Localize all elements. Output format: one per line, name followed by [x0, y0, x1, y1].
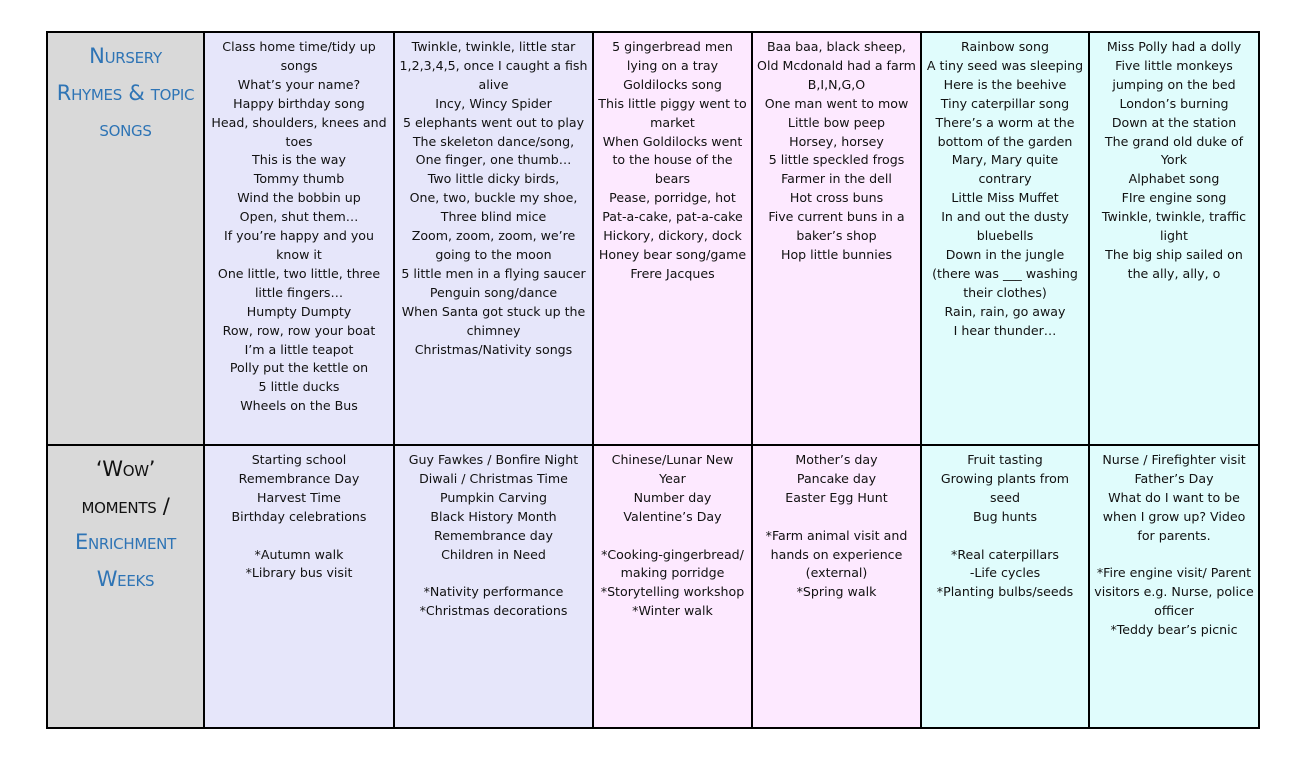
cell-entry: Number day	[633, 489, 712, 505]
cell-entry: *Christmas decorations	[419, 603, 568, 619]
cell-entry: One, two, buckle my shoe,	[409, 190, 578, 206]
cell-entry: Old Mcdonald had a farm	[757, 57, 916, 73]
cell-entry: There’s a worm at the bottom of the garden	[935, 114, 1075, 149]
cell-entry: Row, row, row your boat	[222, 322, 376, 338]
cell-entry: Mary, Mary quite contrary	[951, 152, 1059, 187]
cell-nursery-rhymes-term-2	[394, 32, 593, 445]
cell-entry: Remembrance Day	[238, 470, 360, 486]
cell-entry: *Real caterpillars	[951, 546, 1059, 562]
cell-entry: London’s burning	[1119, 95, 1229, 111]
spacer-line	[398, 564, 589, 583]
cell-wow-moments-term-5	[921, 445, 1089, 728]
cell-entry: Pancake day	[796, 470, 877, 486]
cell-entry: B,I,N,G,O	[807, 76, 866, 92]
cell-entry: Twinkle, twinkle, little star	[411, 39, 576, 54]
cell-entry: Penguin song/dance	[429, 284, 558, 300]
cell-nursery-rhymes-term-1	[204, 32, 394, 445]
spacer-line	[756, 508, 917, 527]
cell-entry: Class home time/tidy up songs	[222, 39, 376, 73]
cell-wow-moments-term-3	[593, 445, 752, 728]
cell-entry: Two little dicky birds,	[427, 171, 560, 187]
cell-entry: FIre engine song	[1121, 190, 1227, 206]
cell-entry: Remembrance day	[434, 527, 553, 543]
cell-nursery-rhymes-term-6	[1089, 32, 1259, 445]
cell-entry: When Santa got stuck up the chimney	[401, 303, 586, 338]
cell-entry: Father’s Day	[1134, 470, 1214, 486]
cell-entry: The big ship sailed on the ally, ally, o	[1105, 246, 1243, 281]
cell-entry: 5 gingerbread men lying on a tray	[612, 39, 733, 73]
cell-entry: Hot cross buns	[789, 190, 884, 206]
cell-entry: Diwali / Christmas Time	[419, 470, 568, 486]
cell-entry: Down in the jungle (there was ___ washing their clothes)	[932, 246, 1078, 300]
cell-entry: Tiny caterpillar song	[940, 95, 1070, 111]
cell-entry: Rain, rain, go away	[944, 303, 1066, 319]
cell-entry: One finger, one thumb…	[415, 152, 572, 168]
cell-entry: *Cooking-gingerbread/ making porridge	[601, 546, 744, 581]
cell-entry: 1,2,3,4,5, once I caught a fish alive	[399, 57, 588, 92]
heading-line: Enrichment	[75, 530, 176, 554]
heading-line: ‘Wow’	[95, 457, 156, 481]
cell-entry: Humpty Dumpty	[246, 303, 352, 319]
spacer-line	[1093, 546, 1255, 565]
cell-entry: One man went to mow	[764, 95, 909, 111]
spacer-line	[208, 527, 390, 546]
cell-entry: Starting school	[251, 452, 347, 467]
cell-entry: Little bow peep	[787, 114, 886, 130]
cell-entry: *Fire engine visit/ Parent visitors e.g. Nurse, police officer	[1094, 565, 1254, 619]
cell-entry: Rainbow song	[961, 39, 1049, 54]
cell-entry: In and out the dusty bluebells	[941, 209, 1069, 244]
cell-entry: *Storytelling workshop	[600, 584, 745, 600]
cell-entry: Growing plants from seed	[940, 470, 1070, 505]
cell-wow-moments-term-1	[204, 445, 394, 728]
cell-entry: Pease, porridge, hot	[609, 190, 736, 206]
cell-nursery-rhymes-term-3	[593, 32, 752, 445]
cell-entry: Little Miss Muffet	[951, 190, 1059, 206]
cell-entry: Fruit tasting	[967, 452, 1043, 467]
cell-entry: This little piggy went to market	[598, 95, 747, 130]
cell-entry: *Spring walk	[796, 584, 877, 600]
cell-entry: Christmas/Nativity songs	[414, 341, 573, 357]
cell-entry: Hickory, dickory, dock	[603, 228, 742, 244]
cell-entry: 5 little men in a flying saucer	[401, 265, 586, 281]
heading-line: Weeks	[96, 566, 155, 591]
cell-entry: 5 elephants went out to play	[402, 114, 585, 130]
cell-entry: Hop little bunnies	[780, 246, 893, 262]
cell-entry: Five current buns in a baker’s shop	[768, 209, 905, 244]
cell-entry: -Life cycles	[969, 565, 1041, 581]
cell-entry: *Library bus visit	[245, 565, 353, 581]
heading-line: Rhymes & topic	[56, 80, 195, 105]
cell-wow-moments-term-2	[394, 445, 593, 728]
cell-entry: Incy, Wincy Spider	[435, 95, 552, 111]
cell-entry: Pumpkin Carving	[439, 489, 547, 505]
cell-nursery-rhymes-term-4	[752, 32, 921, 445]
cell-entry: Honey bear song/game	[598, 246, 747, 262]
cell-entry: Mother’s day	[795, 452, 878, 467]
cell-entry: *Teddy bear’s picnic	[1110, 622, 1238, 638]
cell-entry: What do I want to be when I grow up? Video for parents.	[1102, 489, 1246, 543]
cell-entry: Black History Month	[430, 508, 557, 524]
cell-entry: I hear thunder…	[953, 322, 1057, 338]
heading-line: Nursery	[89, 44, 162, 68]
row-heading-nursery-rhymes	[47, 32, 204, 445]
curriculum-table	[46, 31, 1260, 729]
cell-wow-moments-term-6	[1089, 445, 1259, 728]
cell-entry: Valentine’s Day	[623, 508, 722, 524]
cell-entry: Five little monkeys jumping on the bed	[1112, 57, 1236, 92]
cell-entry: *Winter walk	[632, 603, 713, 619]
cell-entry: Nurse / Firefighter visit	[1102, 452, 1246, 467]
wow-moments-row	[47, 445, 1259, 728]
cell-entry: What’s your name?	[237, 76, 361, 92]
spacer-line	[925, 527, 1085, 546]
cell-entry: Easter Egg Hunt	[785, 489, 888, 505]
cell-entry: Polly put the kettle on	[229, 360, 369, 376]
row-heading-wow-moments	[47, 445, 204, 728]
cell-entry: 5 little speckled frogs	[768, 152, 905, 168]
cell-entry: The grand old duke of York	[1104, 133, 1244, 168]
cell-entry: *Planting bulbs/seeds	[936, 584, 1074, 600]
cell-nursery-rhymes-term-5	[921, 32, 1089, 445]
cell-entry: Birthday celebrations	[231, 508, 367, 524]
cell-entry: Farmer in the dell	[781, 171, 892, 187]
cell-entry: One little, two little, three little fingers…	[217, 265, 381, 300]
cell-entry: Wind the bobbin up	[237, 190, 361, 206]
cell-entry: This is the way	[252, 152, 346, 168]
cell-entry: 5 little ducks	[258, 379, 340, 395]
cell-entry: Frere Jacques	[630, 265, 715, 281]
cell-entry: I’m a little teapot	[244, 341, 354, 357]
cell-entry: Down at the station	[1111, 114, 1237, 130]
spacer-line	[597, 527, 748, 546]
heading-line: moments /	[81, 493, 170, 518]
cell-entry: *Farm animal visit and hands on experience (external)	[765, 527, 908, 581]
cell-entry: Happy birthday song	[233, 95, 365, 111]
cell-entry: Bug hunts	[972, 508, 1038, 524]
cell-entry: Miss Polly had a dolly	[1106, 39, 1242, 54]
cell-entry: Zoom, zoom, zoom, we’re going to the moon	[411, 228, 576, 262]
cell-entry: Wheels on the Bus	[240, 398, 358, 414]
cell-entry: The skeleton dance/song,	[412, 133, 575, 149]
cell-entry: When Goldilocks went to the house of the bears	[602, 133, 743, 187]
cell-entry: Horsey, horsey	[789, 133, 884, 149]
cell-entry: Twinkle, twinkle, traffic light	[1101, 209, 1247, 244]
cell-entry: Open, shut them…	[239, 209, 359, 225]
cell-entry: A tiny seed was sleeping	[926, 57, 1084, 73]
cell-entry: Guy Fawkes / Bonfire Night	[408, 452, 579, 467]
cell-entry: *Nativity performance	[423, 584, 564, 600]
heading-line: songs	[99, 117, 152, 141]
cell-entry: Baa baa, black sheep,	[767, 39, 906, 54]
cell-entry: *Autumn walk	[254, 546, 344, 562]
cell-entry: Harvest Time	[257, 489, 341, 505]
cell-entry: Three blind mice	[440, 209, 547, 225]
cell-entry: Here is the beehive	[943, 76, 1067, 92]
cell-entry: Alphabet song	[1128, 171, 1220, 187]
nursery-rhymes-row	[47, 32, 1259, 445]
cell-entry: If you’re happy and you know it	[224, 228, 374, 262]
cell-entry: Goldilocks song	[623, 76, 722, 92]
cell-entry: Head, shoulders, knees and toes	[211, 114, 387, 149]
cell-entry: Children in Need	[441, 546, 546, 562]
cell-entry: Tommy thumb	[253, 171, 345, 187]
cell-entry: Chinese/Lunar New Year	[611, 452, 734, 486]
cell-entry: Pat-a-cake, pat-a-cake	[602, 209, 743, 225]
cell-wow-moments-term-4	[752, 445, 921, 728]
